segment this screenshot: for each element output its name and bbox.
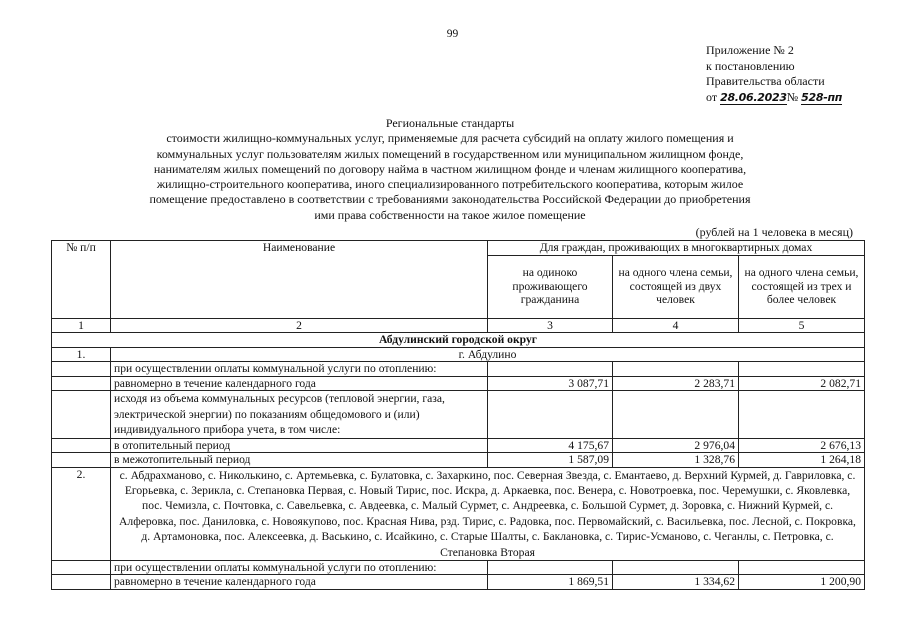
- district-name: Абдулинский городской округ: [52, 333, 865, 348]
- table-row: [52, 362, 865, 377]
- row-label: равномерно в течение календарного года: [111, 376, 488, 391]
- column-number: 3: [488, 318, 613, 333]
- value-cell: 2 283,71: [613, 376, 739, 391]
- appendix-number-sign: №: [786, 89, 799, 104]
- value-cell: 3 087,71: [488, 376, 613, 391]
- row-number: 2.: [52, 467, 111, 560]
- appendix-block: [706, 43, 842, 105]
- appendix-date: 28.06.2023: [720, 90, 787, 104]
- table-header-row: [52, 241, 865, 256]
- column-number: 2: [111, 318, 488, 333]
- value-cell: 2 676,13: [739, 438, 865, 453]
- header-num: № п/п: [52, 241, 111, 319]
- column-number: 1: [52, 318, 111, 333]
- table-row: [52, 438, 865, 453]
- row-number: 1.: [52, 347, 111, 362]
- column-numbers-row: [52, 318, 865, 333]
- appendix-government: Правительства области: [706, 74, 825, 88]
- table-row: [52, 391, 865, 439]
- appendix-date-line: [706, 90, 842, 106]
- table-row: [52, 376, 865, 391]
- units-note: (рублей на 1 человека в месяц): [695, 225, 853, 239]
- document-title: [130, 116, 770, 223]
- header-name: Наименование: [111, 241, 488, 319]
- table-row: [52, 347, 865, 362]
- row-label: равномерно в течение календарного года: [111, 575, 488, 590]
- district-row: [52, 333, 865, 348]
- page-number: 99: [446, 28, 459, 40]
- value-cell: 1 334,62: [613, 575, 739, 590]
- row-label: в межотопительный период: [111, 453, 488, 468]
- appendix-number: 528-пп: [801, 90, 843, 104]
- title-line: нанимателям жилых помещений по договору найма в частном жилищном фонде и членам жилищного кооператива,: [153, 161, 747, 176]
- table-row: [52, 575, 865, 590]
- table-row: [52, 560, 865, 575]
- header-col3: на одиноко проживающего гражданина: [488, 255, 613, 318]
- title-line: ими права собственности на такое жилое помещение: [314, 207, 586, 222]
- title-line: стоимости жилищно-коммунальных услуг, применяемые для расчета субсидий на оплату жилого помещения и: [166, 131, 734, 146]
- row-label: исходя из объема коммунальных ресурсов (тепловой энергии, газа, электрической энергии) по показаниям общедомового и (или) индивидуального прибора учета, в том числе:: [111, 391, 488, 439]
- column-number: 4: [613, 318, 739, 333]
- settlement-list: с. Абдрахманово, с. Николькино, с. Артемьевка, с. Булатовка, с. Захаркино, пос. Северная Звезда, с. Емантаево, д. Верхний Курмей, д. Гавриловка, с. Егорьевка, с. Зерикла, с. Степановка Первая, с. Новый Тирис, пос. Искра, д. Аркаевка, пос. Венера, с. Новотроевка, пос. Черемушки, с. Яковлевка, пос. Чемизла, с. Почтовка, с. Савельевка, с. Авдеевка, с. Малый Сурмет, с. Андреевка, с. Большой Сурмет, д. Зоровка, с. Нижний Курмей, с. Алферовка, пос. Даниловка, с. Новоякупово, пос. Красная Нива, рзд. Тирис, с. Радовка, пос. Первомайский, с. Васильевка, пос. Лесной, с. Покровка, д. Артамоновка, пос. Алексеевка, д. Васькино, с. Исайкино, с. Старые Шалты, с. Баклановка, с. Тирис-Усманово, с. Чеганлы, с. Петровка, с. Степановка Вторая: [111, 467, 865, 560]
- header-col5: на одного члена семьи, состоящей из трех и более человек: [739, 255, 865, 318]
- appendix-resolution: к постановлению: [706, 58, 795, 73]
- appendix-date-prefix: от: [706, 89, 718, 104]
- title-line: жилищно-строительного кооператива, иного специализированного потребительского кооператива, которым жилое: [156, 177, 744, 192]
- table-row: [52, 453, 865, 468]
- standards-table: [51, 240, 865, 590]
- title-line: Региональные стандарты: [385, 116, 515, 130]
- row-label: в отопительный период: [111, 438, 488, 453]
- value-cell: 4 175,67: [488, 438, 613, 453]
- title-line: коммунальных услуг пользователям жилых помещений в государственном или муниципальном жилищном фонде,: [156, 146, 744, 161]
- value-cell: 1 328,76: [613, 453, 739, 468]
- appendix-title: Приложение № 2: [706, 43, 794, 57]
- row-label: при осуществлении оплаты коммунальной услуги по отоплению:: [111, 362, 488, 377]
- value-cell: 1 264,18: [739, 453, 865, 468]
- column-number: 5: [739, 318, 865, 333]
- value-cell: 1 200,90: [739, 575, 865, 590]
- row-label: при осуществлении оплаты коммунальной услуги по отоплению:: [111, 560, 488, 575]
- table-row: [52, 467, 865, 560]
- title-line: помещение предоставлено в соответствии с требованиями законодательства Российской Федерации до приобретения: [149, 192, 751, 207]
- value-cell: 2 976,04: [613, 438, 739, 453]
- value-cell: 1 869,51: [488, 575, 613, 590]
- value-cell: 2 082,71: [739, 376, 865, 391]
- header-col4: на одного члена семьи, состоящей из двух человек: [613, 255, 739, 318]
- header-group: Для граждан, проживающих в многоквартирных домах: [488, 241, 865, 256]
- value-cell: 1 587,09: [488, 453, 613, 468]
- settlement-name: г. Абдулино: [111, 347, 865, 362]
